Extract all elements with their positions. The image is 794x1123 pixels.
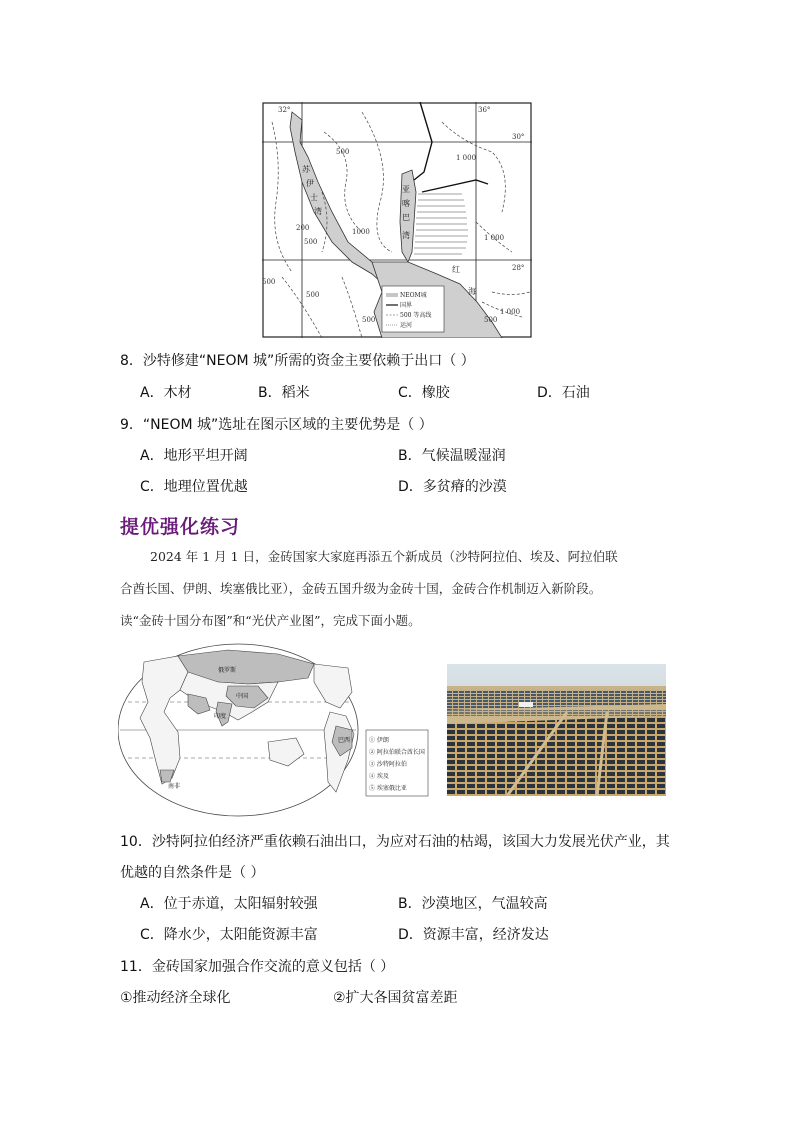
label-brazil: 巴西 [338, 737, 351, 744]
q10-option-b[interactable]: B．沙漠地区，气温较高 [398, 896, 548, 912]
legend-ethiopia: ⑤ 埃塞俄比亚 [369, 785, 407, 792]
question-8-stem: 8．沙特修建“NEOM 城”所需的资金主要依赖于出口（ ） [120, 353, 475, 369]
solar-farm-photo [447, 664, 666, 796]
contour-label: 1 000 [500, 308, 521, 316]
legend-border: 国界 [400, 302, 413, 309]
contour-label: 500 [484, 316, 498, 324]
gulf-of-aqaba-label: 亚 [402, 185, 410, 194]
intro-line-1: 2024 年 1 月 1 日，金砖国家大家庭再添五个新成员（沙特阿拉伯、埃及、阿拉伯联 [150, 549, 618, 564]
legend-iran: ① 伊朗 [369, 737, 389, 744]
question-9-stem: 9．“NEOM 城”选址在图示区域的主要优势是（ ） [120, 417, 433, 433]
q9-option-b[interactable]: B．气候温暖湿润 [398, 448, 506, 464]
q10-option-c[interactable]: C．降水少，太阳能资源丰富 [140, 927, 318, 943]
neom-region-map [262, 102, 532, 338]
red-sea-label: 红 [452, 265, 460, 274]
map-legend [382, 286, 444, 332]
q9-option-d[interactable]: D．多贫瘠的沙漠 [398, 479, 507, 495]
gulf-of-suez-label: 士 [310, 193, 318, 202]
contour-label: 200 [296, 224, 310, 232]
intro-line-2: 合酋长国、伊朗、埃塞俄比亚），金砖五国升级为金砖十国，金砖合作机制迈入新阶段。 [120, 581, 602, 596]
lat-label-30: 30° [512, 133, 525, 141]
label-china: 中国 [236, 693, 249, 700]
legend-saudi: ③ 沙特阿拉伯 [369, 761, 407, 768]
gulf-of-suez-label: 苏 [302, 165, 310, 174]
gulf-of-suez-label: 伊 [306, 179, 314, 188]
lat-label-28: 28° [512, 264, 525, 272]
contour-label: 500 [304, 238, 318, 246]
question-10-stem-line-1: 10．沙特阿拉伯经济严重依赖石油出口，为应对石油的枯竭，该国大力发展光伏产业，其 [120, 834, 670, 850]
legend-egypt: ④ 埃及 [369, 773, 389, 780]
lon-label-32: 32° [278, 106, 291, 114]
q9-option-a[interactable]: A．地形平坦开阔 [140, 448, 248, 464]
q8-option-b[interactable]: B．稻米 [258, 385, 310, 401]
gulf-of-aqaba-label: 湾 [402, 231, 410, 240]
label-russia: 俄罗斯 [218, 667, 237, 674]
gulf-of-aqaba-label: 喀 [402, 199, 410, 208]
contour-label: 500 [306, 291, 320, 299]
q11-item-1[interactable]: ①推动经济全球化 [120, 990, 231, 1006]
brics-world-map [118, 642, 430, 818]
contour-label: 500 [336, 148, 350, 156]
label-india: 印度 [214, 713, 227, 720]
question-11-stem: 11．金砖国家加强合作交流的意义包括（ ） [120, 959, 395, 975]
contour-label: 1 000 [456, 154, 477, 162]
legend-neom: NEOM城 [400, 292, 427, 299]
gulf-of-aqaba-label: 巴 [402, 213, 410, 222]
q8-option-d[interactable]: D．石油 [537, 385, 590, 401]
q11-item-2[interactable]: ②扩大各国贫富差距 [333, 990, 458, 1006]
intro-line-3: 读“金砖十国分布图”和“光伏产业图”，完成下面小题。 [120, 613, 421, 628]
contour-label: 1000 [352, 228, 370, 236]
contour-label: 1 000 [484, 234, 505, 242]
legend-canal: 运河 [400, 322, 413, 329]
q8-option-a[interactable]: A．木材 [140, 385, 192, 401]
contour-label: 500 [262, 278, 276, 286]
q10-option-d[interactable]: D．资源丰富，经济发达 [398, 927, 549, 943]
gulf-of-suez-label: 湾 [314, 207, 322, 216]
red-sea-label: 海 [468, 287, 476, 296]
q9-option-c[interactable]: C．地理位置优越 [140, 479, 248, 495]
legend-uae: ② 阿拉伯联合酋长国 [369, 749, 425, 756]
q10-option-a[interactable]: A．位于赤道，太阳辐射较强 [140, 896, 318, 912]
lon-label-36: 36° [478, 106, 491, 114]
brics-legend [366, 730, 428, 796]
legend-contour: 500 等高线 [400, 312, 432, 319]
q8-option-c[interactable]: C．橡胶 [398, 385, 450, 401]
label-south-africa: 南非 [168, 783, 181, 790]
section-title: 提优强化练习 [120, 516, 241, 538]
question-10-stem-line-2: 优越的自然条件是（ ） [120, 865, 265, 881]
contour-label: 500 [362, 316, 376, 324]
